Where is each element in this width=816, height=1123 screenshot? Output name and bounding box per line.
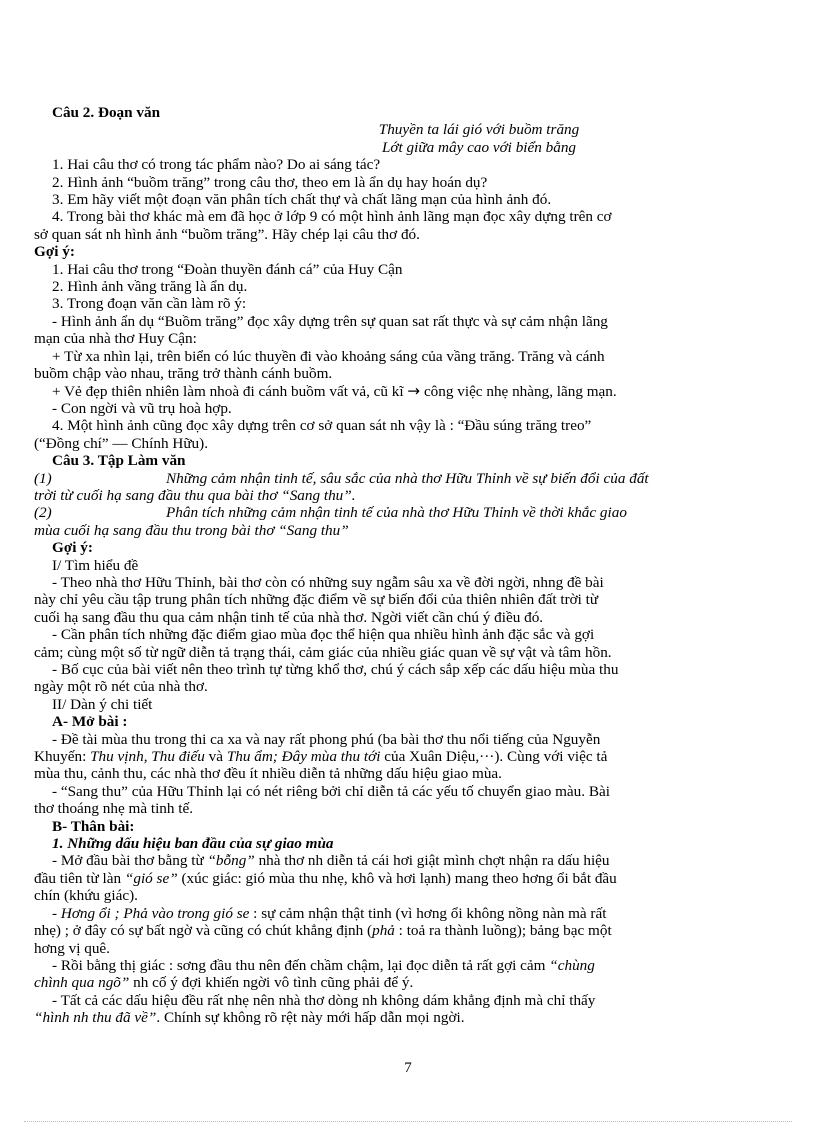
part-b-line — [34, 852, 784, 869]
section1-line: này chỉ yêu cầu tập trung phân tích những đặc điểm về sự biến đổi của thiên nhiên đất trời từ — [34, 591, 599, 609]
section1-line: - Cần phân tích những đặc điểm giao mùa đọc thể hiện qua nhiều hình ảnh đặc sắc và gợi — [52, 626, 595, 644]
part-b-text: đầu tiên từ làn — [34, 869, 125, 887]
hint1-text: + Vẻ đẹp thiên nhiên làm nhoà đi cánh buồm vất vả, cũ kĩ — [52, 382, 404, 400]
part-b-line — [34, 974, 784, 991]
part-b-quote: “hình nh thu đã về” — [34, 1009, 157, 1027]
part-b-text: : toả ra thành luồng); bảng bạc một — [394, 922, 612, 940]
part-b-line — [34, 1009, 784, 1026]
hint-label-2: Gợi ý: — [52, 539, 93, 557]
footer-divider — [24, 1121, 792, 1122]
part-b-line — [34, 905, 784, 922]
part-b-line — [34, 957, 784, 974]
hint1-line: 1. Hai câu thơ trong “Đoàn thuyền đánh cá” của Huy Cận — [52, 260, 403, 278]
part-b-quote: chình qua ngõ” — [34, 974, 130, 992]
part-b-text: (xúc giác: gió mùa thu nhẹ, khô và hơi lạnh) mang theo hơng ổi bắt đầu — [177, 869, 617, 887]
section1-line: ngày một rõ nét của nhà thơ. — [34, 678, 208, 696]
hint1-line: 3. Trong đoạn văn cần làm rõ ý: — [52, 295, 247, 313]
part-b-quote: “chùng — [549, 956, 595, 974]
section-2-title: II/ Dàn ý chi tiết — [52, 695, 153, 713]
part-b-text: nhà thơ nh diễn tả cái hơi giật mình chợt nhận ra dấu hiệu — [254, 852, 610, 870]
task-2-cont: mùa cuối hạ sang đầu thu trong bài thơ “Sang thu” — [34, 521, 349, 539]
task-2-number: (2) — [34, 504, 52, 522]
part-b-line — [34, 870, 784, 887]
part-b-quote: Hơng ổi ; Phả vào trong gió se — [60, 904, 250, 922]
question-4-cont: sở quan sát nh hình ảnh “buồm trăng”. Hãy chép lại câu thơ đó. — [34, 225, 420, 243]
task-1-number: (1) — [34, 469, 52, 487]
part-a-text: Khuyến: — [34, 748, 91, 766]
hint1-line: - Con ngời và vũ trụ hoà hợp. — [52, 399, 232, 417]
part-b-quote: “gió se” — [124, 869, 178, 887]
hint1-line: + Từ xa nhìn lại, trên biển có lúc thuyền đi vào khoảng sáng của vầng trăng. Trăng và cánh — [52, 347, 605, 365]
task-1 — [34, 470, 784, 487]
question-1: 1. Hai câu thơ có trong tác phẩm nào? Do ai sáng tác? — [52, 156, 381, 174]
hint1-line: - Hình ảnh ẩn dụ “Buồm trăng” đọc xây dựng trên sự quan sat rất thực và sự cảm nhận lãng — [52, 312, 608, 330]
poem-line-2: Lớt giữa mây cao với biển bằng — [381, 138, 577, 156]
right-arrow-icon: → — [407, 382, 421, 400]
heading-cau-3: Câu 3. Tập Làm văn — [52, 452, 186, 470]
part-a-line: mùa thu, cảnh thu, các nhà thơ đều ít nhiều diễn tả những dấu hiệu giao mùa. — [34, 765, 502, 783]
part-b-quote: phả — [372, 922, 395, 940]
part-a-line: - “Sang thu” của Hữu Thỉnh lại có nét riêng bởi chỉ diễn tả các yếu tố chuyển giao màu. Bài — [52, 782, 610, 800]
hint1-text: công việc nhẹ nhàng, lãng mạn. — [423, 382, 617, 400]
part-b-line: - Tất cả các dấu hiệu đều rất nhẹ nên nhà thơ dòng nh không dám khẳng định mà chỉ thấy — [52, 991, 596, 1009]
part-a-title-ref: Thu ẩm; Đây mùa thu tới — [226, 748, 381, 766]
hint-label-1: Gợi ý: — [34, 243, 75, 261]
part-a-text: của Xuân Diệu,···). Cùng với việc tả — [380, 748, 608, 766]
question-2: 2. Hình ảnh “buồm trăng” trong câu thơ, theo em là ẩn dụ hay hoán dụ? — [52, 173, 488, 191]
section1-line: cuối hạ sang đầu thu qua cảm nhận tinh tế của nhà thơ. Ngời viết cần chú ý điều đó. — [34, 608, 544, 626]
question-4: 4. Trong bài thơ khác mà em đã học ở lớp 9 có một hình ảnh lãng mạn đọc xây dựng trên cơ — [52, 208, 612, 226]
task-2 — [34, 504, 784, 521]
section1-line: cảm; cùng một số từ ngữ diễn tả trạng thái, cảm giác của nhiều giác quan về sự vật và tâm hồn. — [34, 643, 612, 661]
page-number: 7 — [404, 1060, 412, 1076]
heading-cau-2: Câu 2. Đoạn văn — [52, 104, 161, 121]
part-a-title-ref: Thu vịnh, Thu điếu — [90, 748, 205, 766]
part-a-title: A- Mở bài : — [52, 713, 128, 731]
part-a-line — [34, 748, 784, 765]
part-b-subtitle: 1. Những dấu hiệu ban đầu của sự giao mùa — [52, 835, 334, 853]
part-b-text: nh cố ý đợi khiến ngời vô tình cũng phải để ý. — [129, 974, 414, 992]
section1-line: - Theo nhà thơ Hữu Thỉnh, bài thơ còn có những suy ngẫm sâu xa về đời ngời, nhng đề bài — [52, 573, 604, 591]
hint1-line: (“Đồng chí” — Chính Hữu). — [34, 434, 208, 452]
section1-line: - Bố cục của bài viết nên theo trình tự từng khổ thơ, chú ý cách sắp xếp các dấu hiệu mùa thu — [52, 661, 619, 678]
hint1-line: 4. Một hình ảnh cũng đọc xây dựng trên cơ sở quan sát nh vậy là : “Đầu súng trăng treo” — [52, 417, 592, 435]
hint1-line: buồm chập vào nhau, trăng trở thành cánh buồm. — [34, 365, 333, 383]
hint1-line: 2. Hình ảnh vầng trăng là ẩn dụ. — [52, 278, 248, 296]
part-a-line: - Đề tài mùa thu trong thi ca xa và nay rất phong phú (ba bài thơ thu nổi tiếng của Nguyễn — [52, 730, 601, 748]
part-b-quote: “bỗng” — [207, 852, 255, 870]
part-b-line — [34, 922, 784, 939]
part-a-text: và — [204, 748, 227, 766]
document-page — [34, 104, 784, 1027]
part-b-text: nhẹ) ; ở đây có sự bất ngờ và cũng có chút khẳng định ( — [34, 922, 373, 940]
poem-line-1: Thuyền ta lái gió với buồm trăng — [378, 121, 580, 139]
part-a-line: thơ thoáng nhẹ mà tinh tế. — [34, 800, 194, 818]
part-b-text: - — [52, 904, 61, 922]
part-b-text: : sự cảm nhận thật tinh (vì hơng ổi không nồng nàn mà rất — [249, 904, 607, 922]
part-b-text: - Mở đầu bài thơ bằng từ — [52, 852, 208, 870]
hint1-line-arrow — [34, 383, 784, 400]
task-1-cont: trời từ cuối hạ sang đầu thu qua bài thơ “Sang thu”. — [34, 486, 356, 504]
part-b-text: . Chính sự không rõ rệt này mới hấp dẫn mọi ngời. — [156, 1009, 465, 1027]
hint1-line: mạn của nhà thơ Huy Cận: — [34, 330, 197, 348]
question-3: 3. Em hãy viết một đoạn văn phân tích chất thự và chất lãng mạn của hình ảnh đó. — [52, 191, 552, 209]
part-b-title: B- Thân bài: — [52, 817, 135, 835]
section-1-title: I/ Tìm hiểu đề — [52, 556, 139, 574]
part-b-text: - Rồi bằng thị giác : sơng đầu thu nên đến chầm chậm, lại đọc diễn tả rất gợi cảm — [52, 956, 550, 974]
part-b-line: chín (khứu giác). — [34, 887, 138, 905]
task-2-text: Phân tích những cảm nhận tinh tế của nhà thơ Hữu Thỉnh về thời khắc giao — [166, 504, 627, 522]
task-1-text: Những cảm nhận tinh tế, sâu sắc của nhà thơ Hữu Thỉnh về sự biến đổi của đất — [166, 469, 649, 487]
part-b-line: hơng vị quê. — [34, 939, 110, 957]
